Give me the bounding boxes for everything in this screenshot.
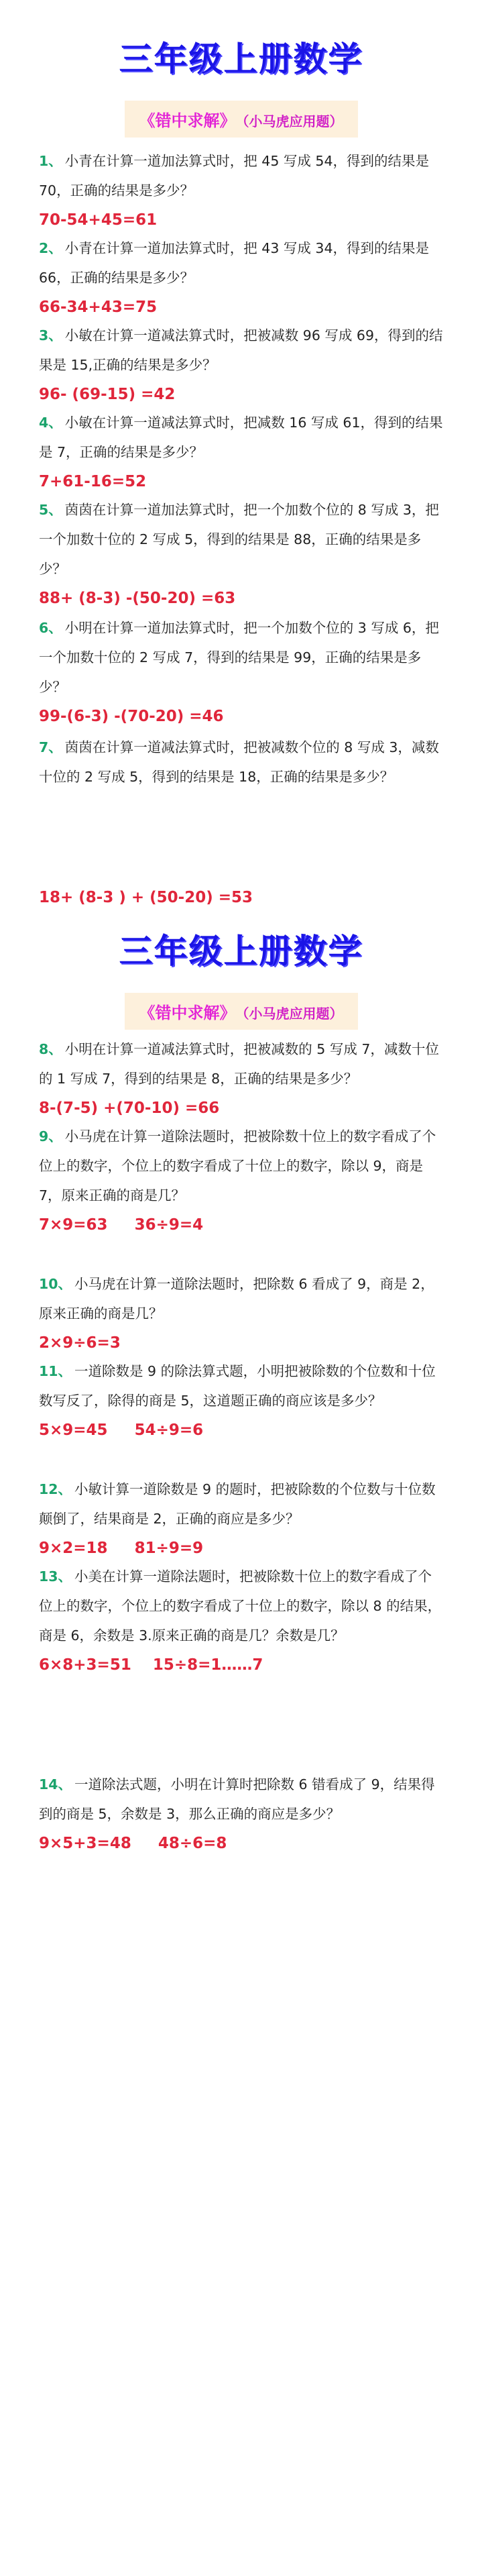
problem-question	[39, 733, 443, 792]
problem-text: 小明在计算一道减法算式时，把被减数的 5 写成 7，减数十位的 1 写成 7，得到的结果是 8，正确的结果是多少？	[39, 1041, 439, 1087]
problem-question	[39, 1034, 443, 1093]
problem-text: 小明在计算一道加法算式时，把一个加数个位的 3 写成 6，把一个加数十位的 2 写成 7，得到的结果是 99，正确的结果是多少？	[39, 620, 439, 695]
problem-answer: 88+ (8-3) -(50-20) =63	[39, 590, 236, 607]
problem-number: 11、	[39, 1363, 72, 1379]
problem-answer: 99-(6-3) -(70-20) =46	[39, 708, 224, 725]
problem-answer: 18+ (8-3 ) + (50-20) =53	[39, 889, 253, 906]
problem-text: 茵茵在计算一道减法算式时，把被减数个位的 8 写成 3，减数十位的 2 写成 5，得到的结果是 18，正确的结果是多少？	[39, 739, 439, 785]
problem-question	[39, 321, 443, 380]
problem-answer: 7×9=63 36÷9=4	[39, 1216, 204, 1234]
page-title: 三年级上册数学	[119, 932, 363, 971]
problem-question	[39, 1122, 443, 1210]
problem-12	[0, 1474, 482, 1563]
problem-answer: 70-54+45=61	[39, 211, 158, 229]
problem-question	[39, 495, 443, 584]
problem-text: 小美在计算一道除法题时，把被除数十位上的数字看成了个位上的数字，个位上的数字看成了十位上的数字，除以 8 的结果，商是 6，余数是 3.原来正确的商是几？余数是几？	[39, 1568, 442, 1644]
problem-number: 10、	[39, 1276, 72, 1292]
problem-14	[0, 1770, 482, 1858]
problem-13	[0, 1562, 482, 1680]
problem-3	[0, 321, 482, 409]
problem-answer: 6×8+3=51 15÷8=1……7	[39, 1656, 263, 1674]
problem-text: 小敏计算一道除数是 9 的题时，把被除数的个位数与十位数颠倒了，结果商是 2，正确的商应是多少？	[39, 1481, 436, 1527]
section-header-1	[0, 32, 482, 138]
problem-question	[39, 1356, 443, 1415]
problem-2	[0, 233, 482, 322]
problem-question	[39, 613, 443, 702]
problem-text: 一道除数是 9 的除法算式题，小明把被除数的个位数和十位数写反了，除得的商是 5，这道题正确的商应该是多少？	[39, 1363, 436, 1409]
problem-number: 1、	[39, 153, 62, 169]
problem-answer: 7+61-16=52	[39, 473, 147, 490]
problem-number: 5、	[39, 502, 62, 518]
problem-answer: 96- (69-15) =42	[39, 386, 176, 403]
problem-4	[0, 408, 482, 496]
problem-number: 14、	[39, 1776, 72, 1792]
problem-number: 2、	[39, 240, 62, 256]
problem-number: 4、	[39, 415, 62, 431]
problem-answer: 9×5+3=48 48÷6=8	[39, 1835, 227, 1852]
problem-question	[39, 1269, 443, 1328]
problem-number: 7、	[39, 739, 62, 755]
subtitle-note: （小马虎应用题）	[242, 1006, 343, 1022]
problem-answer: 8-(7-5) +(70-10) =66	[39, 1099, 220, 1117]
page-title: 三年级上册数学	[119, 40, 363, 78]
problem-9	[0, 1122, 482, 1240]
problem-text: 茵茵在计算一道加法算式时，把一个加数个位的 8 写成 3，把一个加数十位的 2 写成 5，得到的结果是 88，正确的结果是多少？	[39, 502, 439, 577]
problem-text: 小马虎在计算一道除法题时，把被除数十位上的数字看成了个位上的数字，个位上的数字看成了十位上的数字，除以 9，商是 7，原来正确的商是几？	[39, 1128, 436, 1203]
problem-question	[39, 233, 443, 292]
problem-question	[39, 1474, 443, 1534]
subtitle-text: 《错中求解》	[139, 111, 236, 130]
problem-answer: 2×9÷6=3	[39, 1334, 121, 1352]
problem-text: 一道除法式题，小明在计算时把除数 6 错看成了 9，结果得到的商是 5，余数是 3，那么正确的商应是多少？	[39, 1776, 435, 1822]
problem-text: 小青在计算一道加法算式时，把 43 写成 34，得到的结果是 66，正确的结果是多少？	[39, 240, 429, 286]
problem-10	[0, 1269, 482, 1358]
problem-question	[39, 1562, 443, 1650]
problem-question	[39, 146, 443, 205]
problem-text: 小青在计算一道加法算式时，把 45 写成 54，得到的结果是 70，正确的结果是多少？	[39, 153, 429, 199]
subtitle-banner	[125, 993, 358, 1030]
problem-6	[0, 613, 482, 731]
problem-text: 小敏在计算一道减法算式时，把被减数 96 写成 69，得到的结果是 15,正确的结果是多少？	[39, 327, 443, 373]
problem-number: 9、	[39, 1128, 62, 1144]
problem-number: 3、	[39, 327, 62, 343]
problem-number: 12、	[39, 1481, 72, 1497]
problem-text: 小马虎在计算一道除法题时，把除数 6 看成了 9，商是 2，原来正确的商是几？	[39, 1276, 434, 1322]
section-header-2	[0, 924, 482, 1030]
problem-number: 6、	[39, 620, 62, 636]
problem-8	[0, 1034, 482, 1123]
subtitle-text: 《错中求解》	[139, 1004, 236, 1022]
problem-7-answer-block	[0, 883, 482, 912]
problem-question	[39, 1770, 443, 1829]
subtitle-note: （小马虎应用题）	[242, 113, 343, 129]
problem-answer: 66-34+43=75	[39, 299, 158, 316]
problem-text: 小敏在计算一道减法算式时，把减数 16 写成 61，得到的结果是 7，正确的结果是多少？	[39, 415, 443, 460]
problem-7	[0, 733, 482, 792]
problem-question	[39, 408, 443, 467]
problem-answer: 9×2=18 81÷9=9	[39, 1540, 204, 1557]
problem-number: 8、	[39, 1041, 62, 1057]
problem-11	[0, 1356, 482, 1445]
subtitle-banner	[125, 101, 358, 138]
problem-number: 13、	[39, 1568, 72, 1585]
problem-answer: 5×9=45 54÷9=6	[39, 1421, 204, 1439]
problem-5	[0, 495, 482, 613]
problem-1	[0, 146, 482, 235]
